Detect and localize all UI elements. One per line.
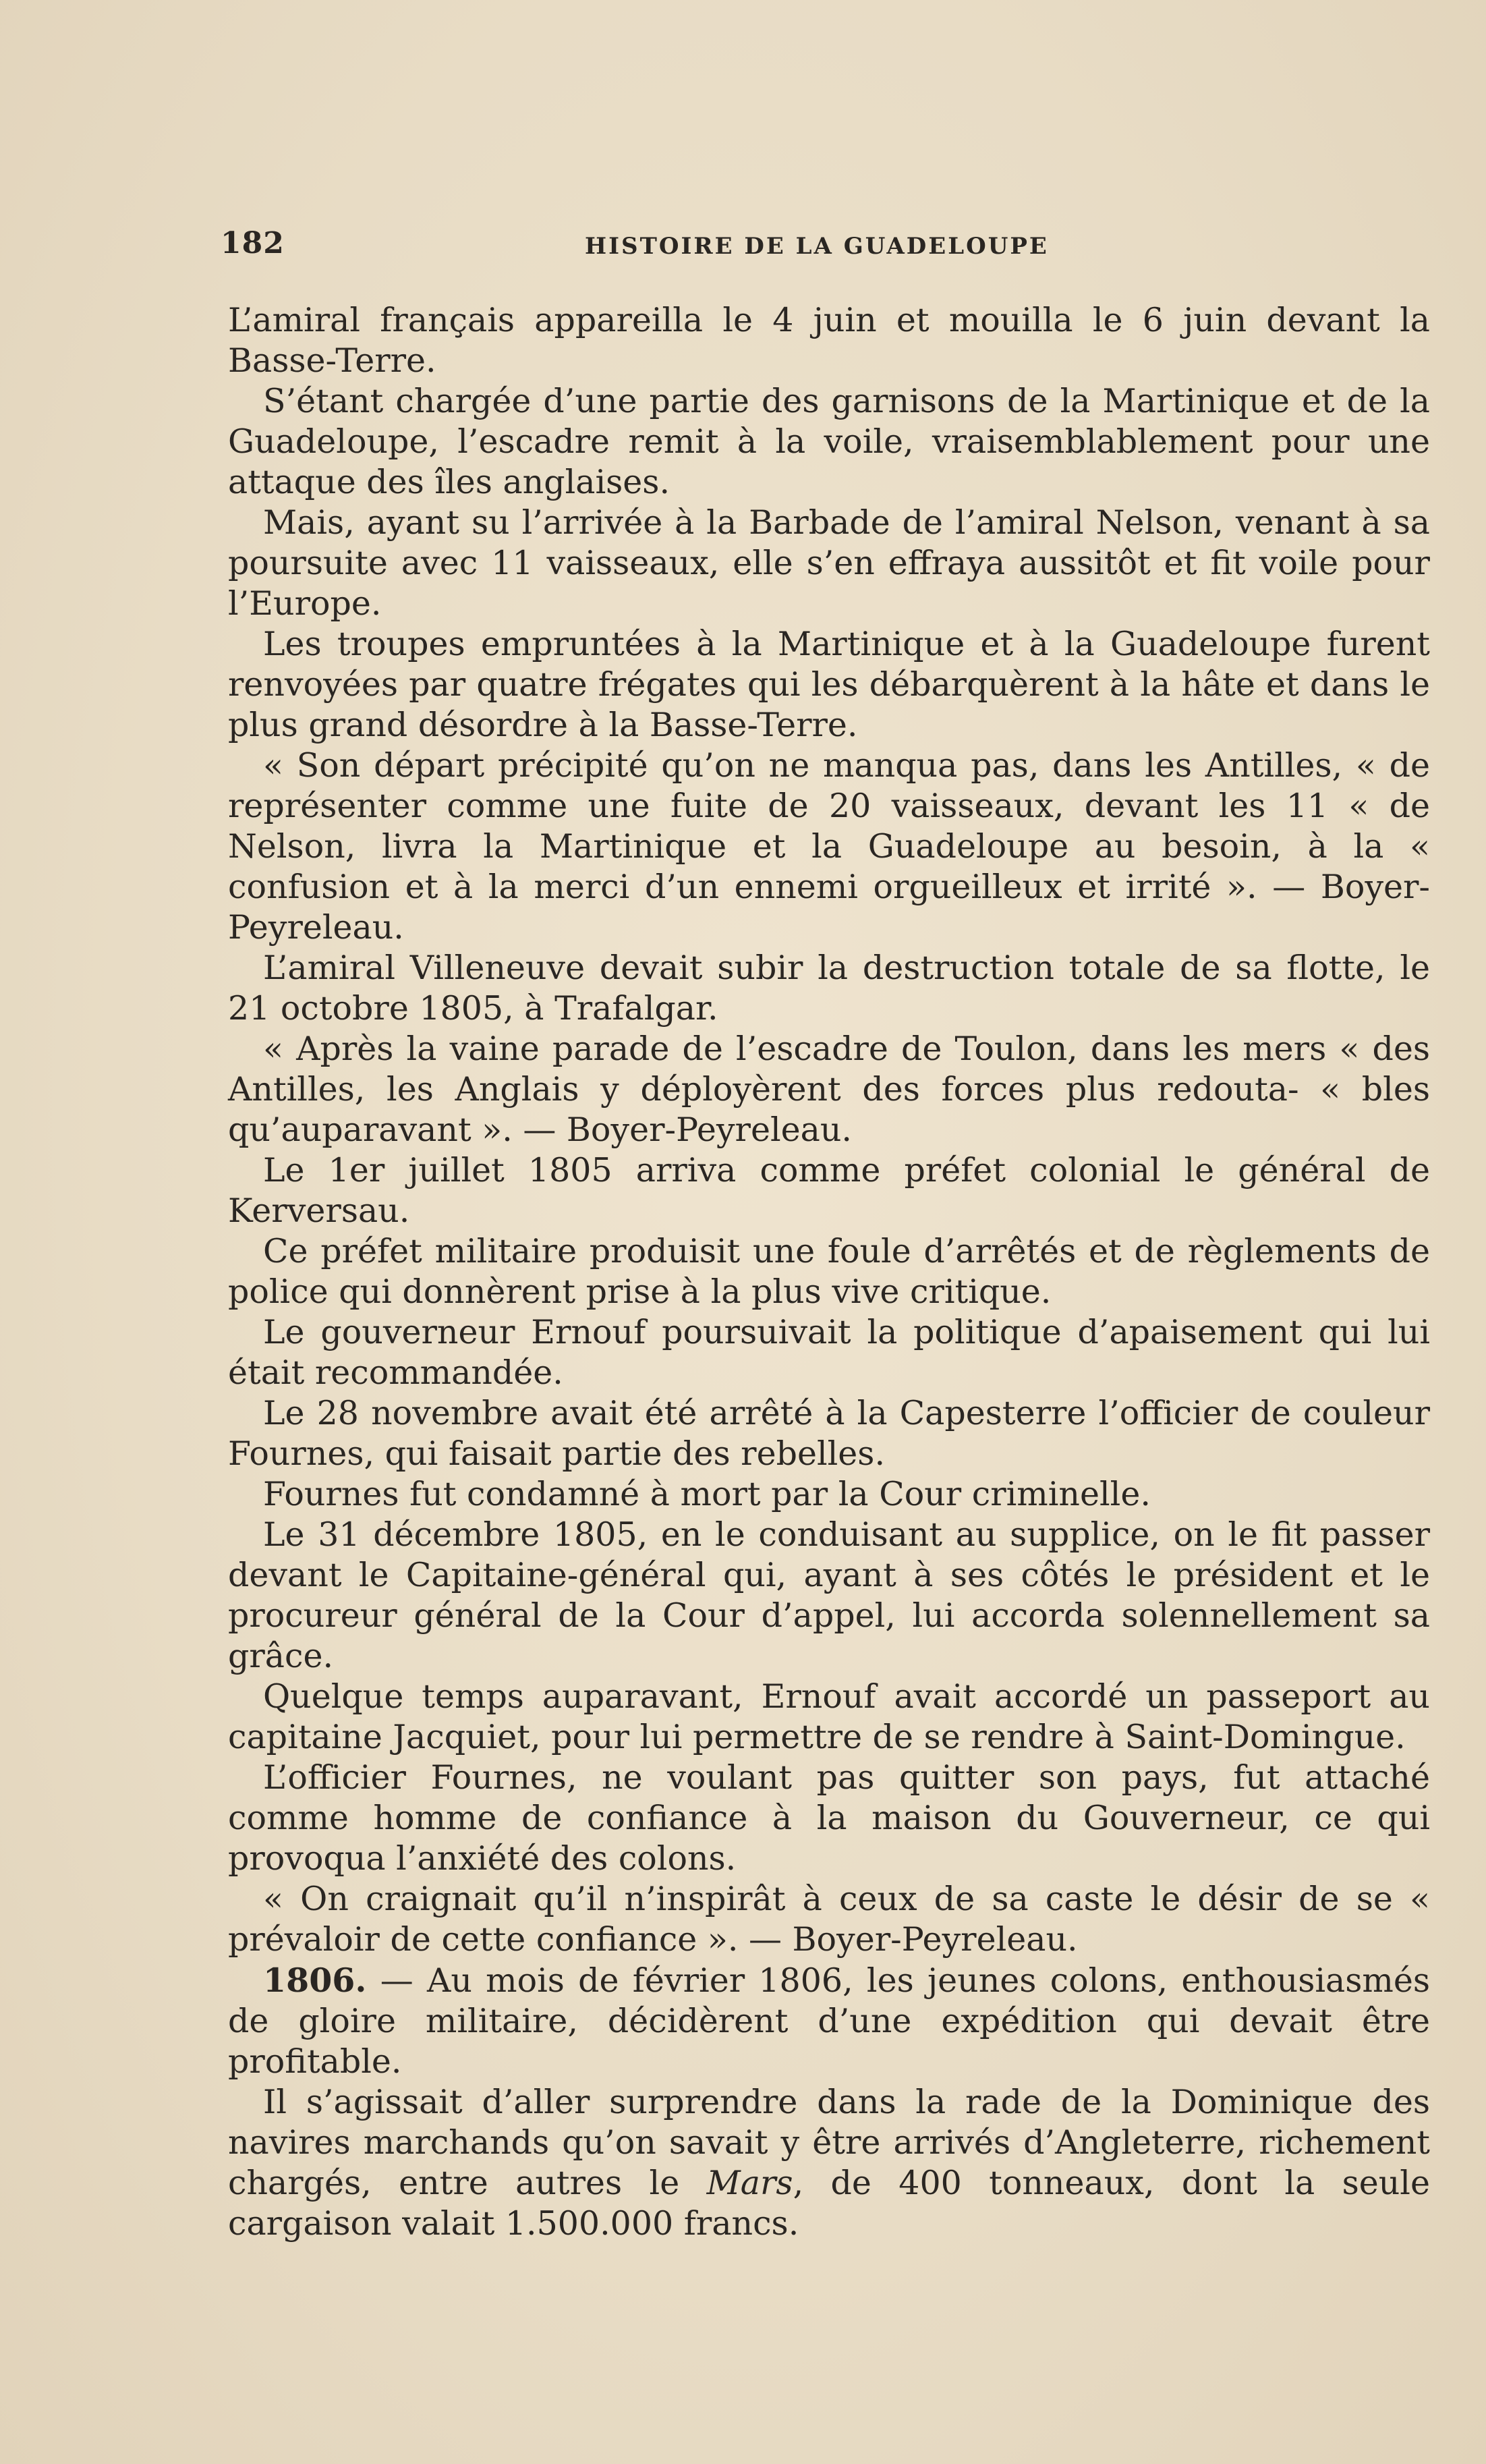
paragraph: L’amiral Villeneuve devait subir la destruction totale de sa flotte, le 21 octobre 1805, à Trafalgar. — [228, 949, 1430, 1028]
year-paragraph — [228, 1960, 1430, 2082]
year-heading: 1806. — [263, 1961, 367, 2000]
ship-name: Mars — [706, 2164, 793, 2202]
paragraph: Les troupes empruntées à la Martinique et à la Guadeloupe furent renvoyées par quatre frégates qui les débarquèrent à la hâte et dans le plus grand désordre à la Basse-Terre. — [228, 625, 1430, 744]
paragraph: S’étant chargée d’une partie des garnisons de la Martinique et de la Guadeloupe, l’escadre remit à la voile, vraisemblablement pour une attaque des îles anglaises. — [228, 382, 1430, 501]
paragraph: L’amiral français appareilla le 4 juin et mouilla le 6 juin devant la Basse-Terre. — [228, 301, 1430, 380]
body-text — [228, 300, 1430, 2244]
paragraph: Ce préfet militaire produisit une foule d’arrêtés et de règlements de police qui donnèrent prise à la plus vive critique. — [228, 1232, 1430, 1311]
paragraph: Le gouverneur Ernouf poursuivait la politique d’apaisement qui lui était recommandée. — [228, 1313, 1430, 1392]
last-paragraph — [228, 2082, 1430, 2244]
paragraph: Le 28 novembre avait été arrêté à la Capesterre l’officier de couleur Fournes, qui faisait partie des rebelles. — [228, 1394, 1430, 1473]
quotation: « On craignait qu’il n’inspirât à ceux de sa caste le désir de se « prévaloir de cette confiance ». — Boyer-Peyreleau. — [228, 1880, 1430, 1959]
paragraph: Le 31 décembre 1805, en le conduisant au supplice, on le fit passer devant le Capitaine-général qui, ayant à ses côtés le président et le procureur général de la Cour d’appel, lui accorda solennellement sa grâce. — [228, 1515, 1430, 1675]
paragraph: L’officier Fournes, ne voulant pas quitter son pays, fut attaché comme homme de confiance à la maison du Gouverneur, ce qui provoqua l’anxiété des colons. — [228, 1758, 1430, 1878]
year-paragraph-text: — Au mois de février 1806, les jeunes colons, enthousiasmés de gloire militaire, décidèrent d’une expédition qui devait être profitable. — [228, 1961, 1430, 2081]
quotation: « Après la vaine parade de l’escadre de Toulon, dans les mers « des Antilles, les Anglais y déployèrent des forces plus redouta- « bles qu’auparavant ». — Boyer-Peyreleau. — [228, 1030, 1430, 1149]
paragraph: Fournes fut condamné à mort par la Cour criminelle. — [263, 1475, 1151, 1513]
last-paragraph-end: , de 400 tonneaux, dont la seule cargaison valait 1.500.000 francs. — [228, 2164, 1430, 2243]
paragraph: Le 1er juillet 1805 arriva comme préfet colonial le général de Kerversau. — [228, 1151, 1430, 1230]
running-title: HISTOIRE DE LA GUADELOUPE — [585, 233, 1049, 260]
last-paragraph-start: Il s’agissait d’aller surprendre dans la rade de la Dominique des navires marchands qu’on savait y être arrivés d’Angleterre, richement chargés, entre autres le — [228, 2083, 1430, 2202]
paragraph: Mais, ayant su l’arrivée à la Barbade de l’amiral Nelson, venant à sa poursuite avec 11 vaisseaux, elle s’en effraya aussitôt et fit voile pour l’Europe. — [228, 503, 1430, 623]
page-number: 182 — [221, 226, 285, 260]
quotation: « Son départ précipité qu’on ne manqua pas, dans les Antilles, « de représenter comme une fuite de 20 vaisseaux, devant les 11 « de Nelson, livra la Martinique et la Guadeloupe au besoin, à la « confusion et à la merci d’un ennemi orgueilleux et irrité ». — Boyer-Peyreleau. — [228, 746, 1430, 947]
paragraph: Quelque temps auparavant, Ernouf avait accordé un passeport au capitaine Jacquiet, pour lui permettre de se rendre à Saint-Domingue. — [228, 1677, 1430, 1756]
page-header — [221, 226, 1428, 267]
